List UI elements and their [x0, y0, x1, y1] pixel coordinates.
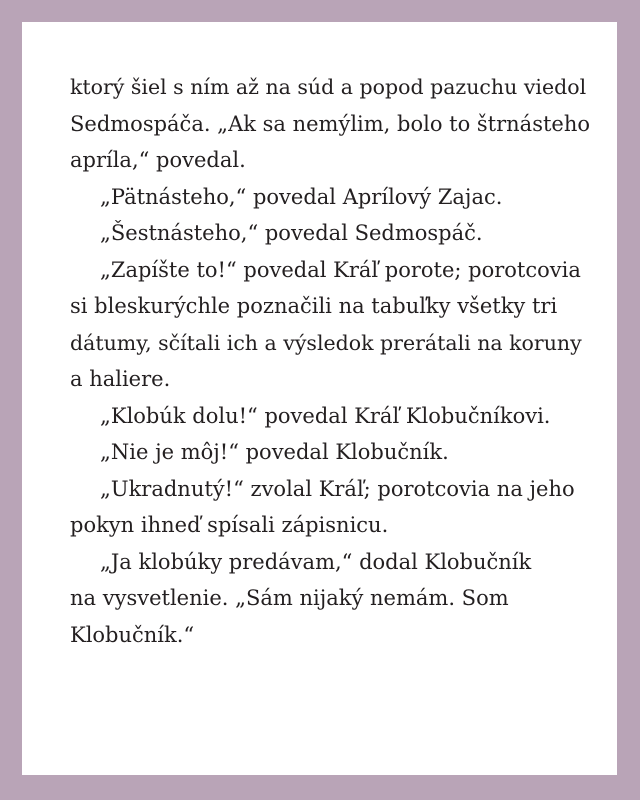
- text-line: „Šestnásteho,“ povedal Sedmospáč.: [100, 221, 483, 245]
- text-line: „Ja klobúky predávam,“ dodal Klobučník: [100, 549, 532, 574]
- text-line: dátumy, sčítali ich a výsledok prerátali na koruny: [70, 330, 582, 355]
- text-line: na vysvetlenie. „Sám nijaký nemám. Som: [70, 586, 509, 610]
- page-text: [70, 69, 590, 653]
- text-line: si bleskurýchle poznačili na tabuľky všetky tri: [70, 294, 558, 318]
- text-line: ktorý šiel s ním až na súd a popod pazuchu viedol: [70, 75, 587, 99]
- text-line: „Pätnásteho,“ povedal Aprílový Zajac.: [100, 184, 503, 209]
- text-line: apríla,“ povedal.: [70, 148, 246, 172]
- text-line: „Zapíšte to!“ povedal Kráľ porote; porotcovia: [100, 257, 581, 282]
- text-line: „Ukradnutý!“ zvolal Kráľ; porotcovia na jeho: [100, 476, 575, 501]
- text-line: Klobučník.“: [70, 622, 195, 647]
- text-line: a haliere.: [70, 367, 171, 391]
- text-line: pokyn ihneď spísali zápisnicu.: [70, 513, 389, 537]
- text-line: „Klobúk dolu!“ povedal Kráľ Klobučníkovi.: [100, 403, 551, 428]
- text-line: „Nie je môj!“ povedal Klobučník.: [100, 440, 449, 464]
- text-line: Sedmospáča. „Ak sa nemýlim, bolo to štrnásteho: [70, 111, 591, 136]
- book-page: [22, 22, 617, 775]
